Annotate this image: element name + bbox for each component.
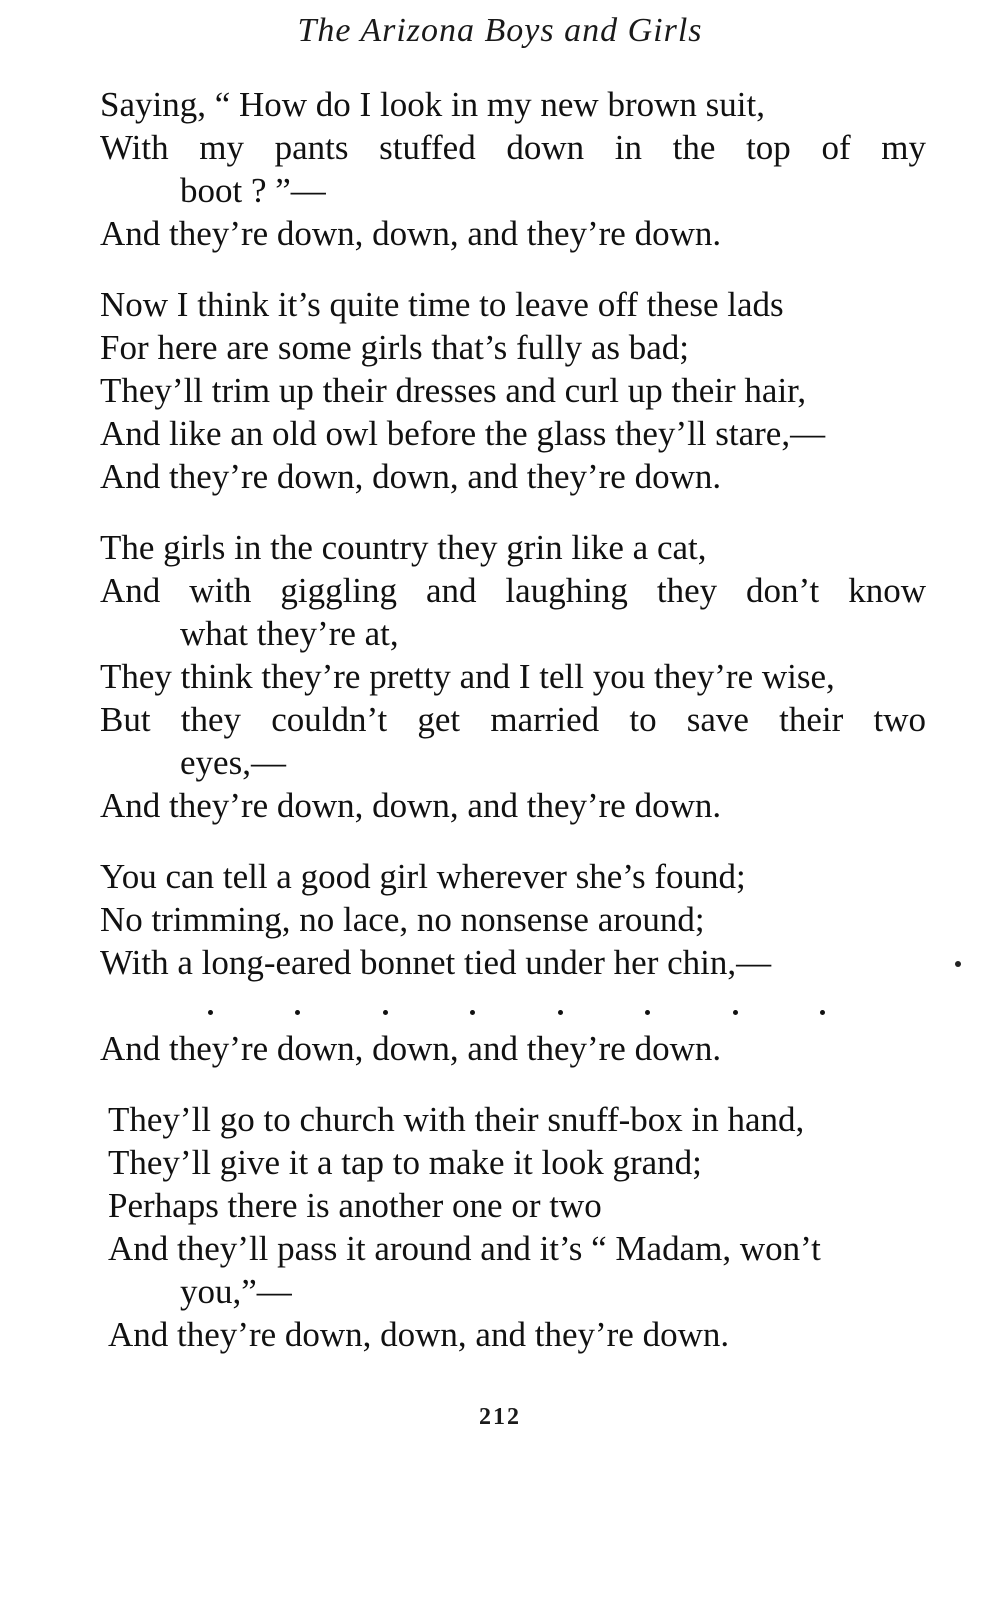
refrain-line: And they’re down, down, and they’re down. bbox=[100, 214, 722, 253]
verse-line: With my pants stuffed down in the top of my bbox=[100, 128, 926, 167]
omission-dots bbox=[100, 984, 926, 1027]
verse-line: They’ll go to church with their snuff-box in hand, bbox=[108, 1100, 805, 1139]
verse-line-continuation: you,”— bbox=[180, 1272, 292, 1311]
verse-line: And they’ll pass it around and it’s “ Madam, won’t bbox=[108, 1229, 821, 1268]
verse-line: The girls in the country they grin like a cat, bbox=[100, 528, 707, 567]
ellipsis-dot bbox=[733, 1010, 738, 1015]
ellipsis-dot bbox=[383, 1010, 388, 1015]
verse-line: With a long-eared bonnet tied under her chin,— bbox=[100, 943, 772, 982]
running-head-title: The Arizona Boys and Girls bbox=[297, 12, 703, 49]
stanza bbox=[100, 526, 926, 827]
verse-line: You can tell a good girl wherever she’s found; bbox=[100, 857, 746, 896]
ellipsis-dot bbox=[295, 1010, 300, 1015]
print-speck bbox=[955, 961, 961, 967]
ellipsis-dot bbox=[208, 1010, 213, 1015]
verse-line: Perhaps there is another one or two bbox=[108, 1186, 602, 1225]
verse-line: And like an old owl before the glass they’ll stare,— bbox=[100, 414, 826, 453]
verse-line: But they couldn’t get married to save their two bbox=[100, 700, 926, 739]
verse-line: No trimming, no lace, no nonsense around; bbox=[100, 900, 705, 939]
stanza bbox=[100, 1098, 926, 1356]
refrain-line: And they’re down, down, and they’re down. bbox=[100, 786, 722, 825]
verse-line: Saying, “ How do I look in my new brown suit, bbox=[100, 85, 765, 124]
stanza bbox=[100, 83, 926, 255]
ellipsis-dot bbox=[820, 1010, 825, 1015]
verse-line: They’ll trim up their dresses and curl up their hair, bbox=[100, 371, 807, 410]
poem-body bbox=[100, 83, 926, 1384]
ellipsis-dot bbox=[645, 1010, 650, 1015]
refrain-line: And they’re down, down, and they’re down. bbox=[100, 1029, 722, 1068]
verse-line: They’ll give it a tap to make it look grand; bbox=[108, 1143, 702, 1182]
verse-line-continuation: eyes,— bbox=[180, 743, 286, 782]
ellipsis-dot bbox=[470, 1010, 475, 1015]
stanza bbox=[100, 855, 926, 1070]
verse-line: They think they’re pretty and I tell you they’re wise, bbox=[100, 657, 835, 696]
refrain-line: And they’re down, down, and they’re down. bbox=[100, 457, 722, 496]
verse-line: For here are some girls that’s fully as bad; bbox=[100, 328, 690, 367]
verse-line-continuation: what they’re at, bbox=[180, 614, 399, 653]
refrain-line: And they’re down, down, and they’re down. bbox=[108, 1315, 730, 1354]
page-number: 212 bbox=[479, 1404, 521, 1430]
ellipsis-dot bbox=[558, 1010, 563, 1015]
verse-line-continuation: boot ? ”— bbox=[180, 171, 326, 210]
verse-line: Now I think it’s quite time to leave off these lads bbox=[100, 285, 784, 324]
stanza bbox=[100, 283, 926, 498]
verse-line: And with giggling and laughing they don’t know bbox=[100, 571, 926, 610]
